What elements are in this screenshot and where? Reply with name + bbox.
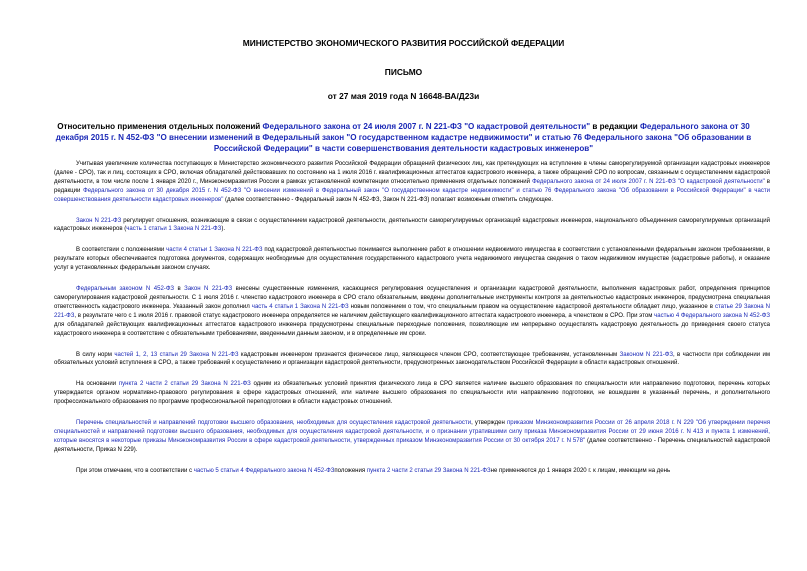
paragraph-text: кадастровым инженером признается физическое лицо, являющееся членом СРО, соответствующее требованиям, установленным [238,351,620,358]
paragraph-7 [54,419,770,455]
title-text: Относительно применения отдельных положений [57,122,263,131]
paragraph-text: под кадастровой деятельностью понимается выполнение работ в отношении недвижимого имущества в соответствии с установленными федеральным законом требованиями, в результате которых обеспечивается подготовка документов, содержащих необходимые для осуществления государственного кадастрового учета недвижимого имущества сведения о таком недвижимом имуществе (кадастровые работы), и оказание услуг в установленных федеральным законом случаях. [54,247,770,272]
paragraph-4 [54,285,770,338]
paragraph-text: в редакции [54,178,771,194]
paragraph-text: , в результате чего с 1 июля 2016 г. правовой статус кадастрового инженера определяется не наличием действующего квалификационного аттестата кадастрового инженера, а членством в СРО. При этом [74,312,655,319]
link-specialties-list[interactable]: Перечень специальностей и направлений подготовки высшего образования, необходимых для осуществления кадастровой деятельности [76,420,472,427]
paragraph-text: (далее соответственно - Перечень специальностей кадастровой деятельности, Приказ N 229). [54,437,770,453]
paragraph-text: На основании [76,381,119,388]
paragraph-text: в [174,286,185,293]
title-link-law-221[interactable]: Федерального закона от 24 июля 2007 г. N 221-ФЗ "О кадастровой деятельности" [262,122,591,131]
link-law-452[interactable]: Федеральным законом N 452-ФЗ [76,286,175,293]
paragraph-text: не применяются до 1 января 2020 г. к лицам, имеющим на день [490,467,671,474]
link-law-221[interactable]: Федерального закона от 24 июля 2007 г. N 221-ФЗ "О кадастровой деятельности" [532,178,765,185]
paragraph-3 [54,246,770,273]
link-part-5-article-4[interactable]: частью 5 статьи 4 Федерального закона N 452-ФЗ [193,467,335,474]
link-part-4-article-1[interactable]: части 4 статьи 1 Закона N 221-ФЗ [166,247,263,254]
link-law-221[interactable]: Закон N 221-ФЗ [76,217,122,224]
link-article-29[interactable]: статье 29 Закона N 221-ФЗ [54,303,770,319]
paragraph-text: В соответствии с положениями [76,247,167,254]
paragraph-text: , в частности при соблюдении им обязательных условий вступления в СРО, а также требований к осуществлению и организации кадастровой деятельности, предусмотренных законодательством Российской Федерации в области кадастровых отношений. [54,351,770,367]
document-type: ПИСЬМО [384,67,423,77]
link-part-4-law-452[interactable]: частью 4 Федерального закона N 452-ФЗ [654,312,770,319]
paragraph-6 [54,380,770,407]
paragraph-text: В силу норм [76,351,115,358]
paragraph-text: Учитывая увеличение количества поступающих в Министерство экономического развития Российской Федерации обращений физических лиц, как претендующих на вступление в члены саморегулируемой организации кадастровых инженеров (далее - СРО), так и лиц, состоящих в СРО, включая обладателей действовавших по состоянию на 1 июля 2016 г. квалификационных аттестатов кадастрового инженера, а также обращений СРО по вопросам, связанным с осуществлением кадастровой деятельности, в том числе после 1 января 2020 г., Минэкономразвития России в рамках установленной компетенции относительно применения отдельных положений [54,161,770,185]
link-article-29-parts[interactable]: частей 1, 2, 13 статьи 29 Закона N 221-ФЗ [114,351,239,358]
link-item-2-article-29[interactable]: пункта 2 части 2 статьи 29 Закона N 221-ФЗ [118,381,251,388]
paragraph-text: положения [334,467,367,474]
paragraph-text: внесены существенные изменения, касающиеся регулирования осуществления и организации кадастровой деятельности, выполнения кадастровых работ, определения принципов саморегулирования кадастровой деятельности. С 1 июля 2016 г. членство кадастрового инженера в СРО стало обязательным, введены дополнительные инструменты контроля за деятельностью кадастровых инженеров, предусмотрена специальная ответственность кадастрового инженера. Указанный закон дополнил [54,286,771,310]
link-order-229[interactable]: приказом Минэкономразвития России от 26 апреля 2018 г. N 229 "Об утверждении перечня специальностей и направлений подготовки высшего образования, необходимых для осуществления кадастровой деятельности, и о признании утратившими силу приказа Минэкономразвития России от 29 июня 2016 г. N 413 и пункта 1 изменений, которые вносятся в некоторые приказы Минэкономразвития России в сфере кадастровой деятельности, утвержденных приказом Минэкономразвития России от 30 октября 2017 г. N 578" [54,420,770,444]
document-date-number: от 27 мая 2019 года N 16648-ВА/Д23и [327,91,480,101]
paragraph-5 [54,351,770,369]
paragraph-text: При этом отмечаем, что в соответствии с [76,467,194,474]
link-law-221[interactable]: Закон N 221-ФЗ [184,286,233,293]
link-item-2-article-29[interactable]: пункта 2 части 2 статьи 29 Закона N 221-ФЗ [366,467,491,474]
paragraph-8 [54,467,770,476]
paragraph-text: ). [221,226,226,233]
document-title [52,121,755,155]
link-part-4-article-1[interactable]: часть 4 статьи 1 Закона N 221-ФЗ [251,303,349,310]
title-text: в редакции [590,122,640,131]
paragraph-text: (далее соответственно - Федеральный закон N 452-ФЗ, Закон N 221-ФЗ) полагает возможным отметить следующее. [223,196,554,203]
paragraph-text: , утвержден [471,420,508,427]
paragraph-text: новым положением о том, что специальным правом на осуществление кадастровой деятельности обладает лицо, указанное в [348,303,715,310]
paragraph-text: одним из обязательных условий принятия физического лица в СРО является наличие высшего образования по специальности или направлению подготовки, перечень которых утверждается органом нормативно-правового регулирования в сфере кадастровых отношений, или наличие высшего образования по специальности или направлению подготовки, не вошедшим в указанный перечень, и дополнительного профессионального образования по программе профессиональной переподготовки в области кадастровых отношений. [54,381,770,406]
link-law-452[interactable]: Федерального закона от 30 декабря 2015 г. N 452-ФЗ "О внесении изменений в Федеральный закон "О государственном кадастре недвижимости" и статью 76 Федерального закона "Об образовании в Российской Федерации" в части совершенствования деятельности кадастровых инженеров" [54,187,770,203]
link-part-1-article-1[interactable]: часть 1 статьи 1 Закона N 221-ФЗ [126,226,222,233]
ministry-name: МИНИСТЕРСТВО ЭКОНОМИЧЕСКОГО РАЗВИТИЯ РОССИЙСКОЙ ФЕДЕРАЦИИ [242,38,565,48]
paragraph-1 [54,160,770,205]
paragraph-text: для обладателей действующих квалификационных аттестатов кадастрового инженера предусмотрены специальные переходные положения, позволяющие им непрерывно осуществлять кадастровую деятельность до приведения своего статуса кадастрового инженера в соответствие с обязательными требованиями, введенными данным законом, и в определенные им сроки. [54,321,770,337]
paragraph-text: регулирует отношения, возникающие в связи с осуществлением кадастровой деятельности, деятельности саморегулируемых организаций кадастровых инженеров, национального объединения саморегулируемых организаций кадастровых инженеров ( [54,217,770,233]
paragraph-2 [54,217,770,235]
title-link-law-452[interactable]: Федерального закона от 30 декабря 2015 г. N 452-ФЗ "О внесении изменений в Федеральный закон "О государственном кадастре недвижимости" и статью 76 Федерального закона "Об образовании в Российской Федерации" в части совершенствования деятельности кадастровых инженеров" [55,122,752,154]
document-body [54,160,770,488]
link-law-221[interactable]: Законом N 221-ФЗ [619,351,673,358]
